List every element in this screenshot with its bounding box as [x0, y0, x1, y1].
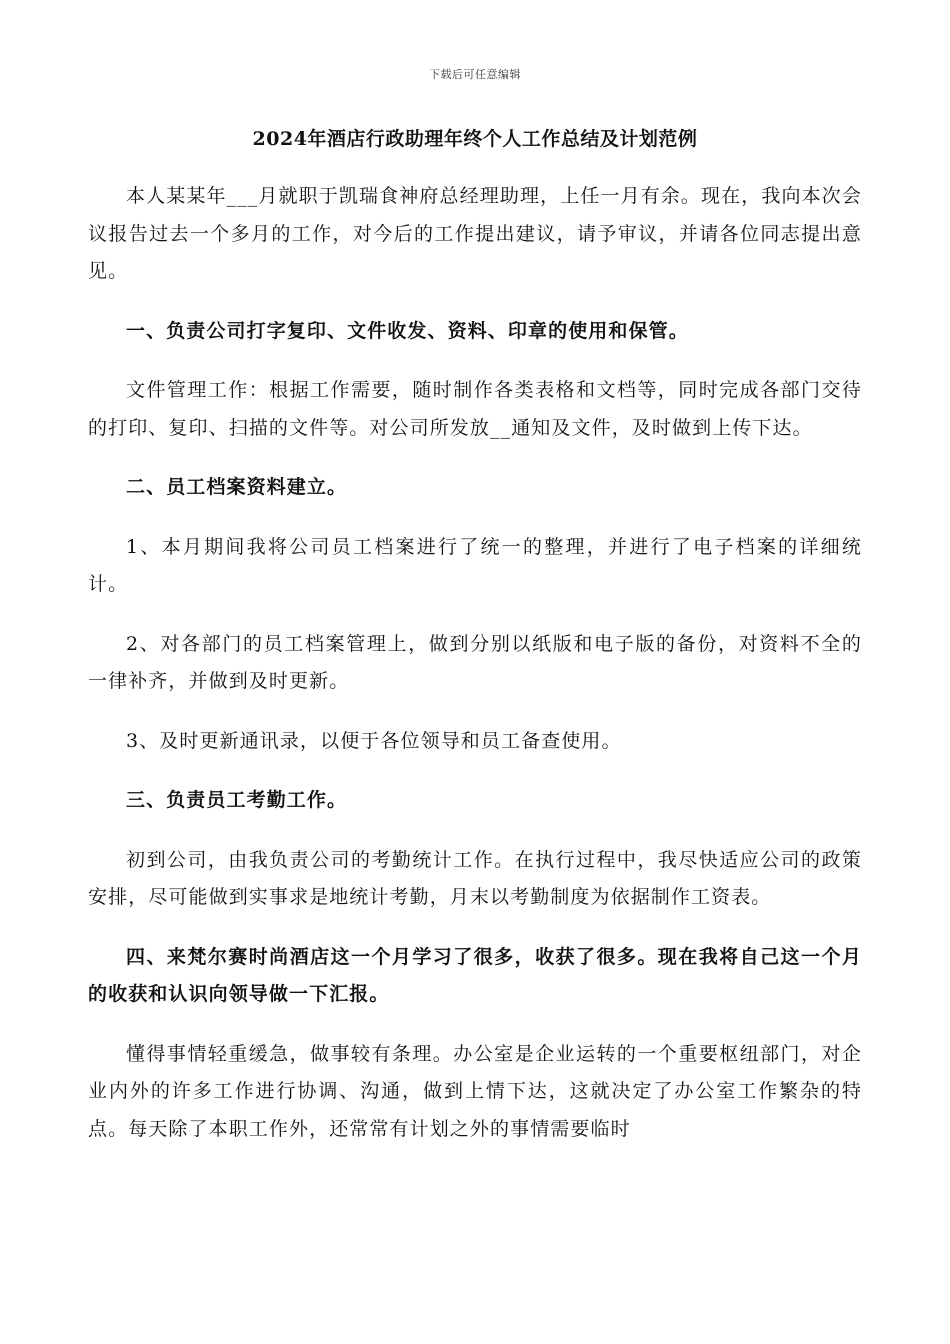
section-heading-4: 四、来梵尔赛时尚酒店这一个月学习了很多，收获了很多。现在我将自己这一个月的收获和认识向领导做一下汇报。 [88, 945, 862, 1005]
section-heading-2: 二、员工档案资料建立。 [126, 476, 348, 498]
document-body [88, 178, 862, 1148]
section-heading-3: 三、负责员工考勤工作。 [126, 789, 348, 811]
body-paragraph: 1、本月期间我将公司员工档案进行了统一的整理，并进行了电子档案的详细统计。 [88, 535, 862, 595]
body-paragraph: 3、及时更新通讯录，以便于各位领导和员工备查使用。 [126, 729, 622, 752]
section-heading-1: 一、负责公司打字复印、文件收发、资料、印章的使用和保管。 [126, 319, 689, 342]
body-paragraph: 2、对各部门的员工档案管理上，做到分别以纸版和电子版的备份，对资料不全的一律补齐，并做到及时更新。 [88, 632, 862, 692]
document-title: 2024年酒店行政助理年终个人工作总结及计划范例 [252, 128, 698, 150]
header-note: 下载后可任意编辑 [429, 68, 521, 81]
body-paragraph: 文件管理工作：根据工作需要，随时制作各类表格和文档等，同时完成各部门交待的打印、复印、扫描的文件等。对公司所发放__通知及文件，及时做到上传下达。 [88, 379, 862, 439]
body-paragraph: 懂得事情轻重缓急，做事较有条理。办公室是企业运转的一个重要枢纽部门，对企业内外的许多工作进行协调、沟通，做到上情下达，这就决定了办公室工作繁杂的特点。每天除了本职工作外，还常常有计划之外的事情需要临时 [88, 1042, 862, 1140]
body-paragraph: 初到公司，由我负责公司的考勤统计工作。在执行过程中，我尽快适应公司的政策安排，尽可能做到实事求是地统计考勤，月末以考勤制度为依据制作工资表。 [88, 848, 862, 908]
intro-paragraph: 本人某某年___月就职于凯瑞食神府总经理助理，上任一月有余。现在，我向本次会议报告过去一个多月的工作，对今后的工作提出建议，请予审议，并请各位同志提出意见。 [88, 185, 862, 282]
